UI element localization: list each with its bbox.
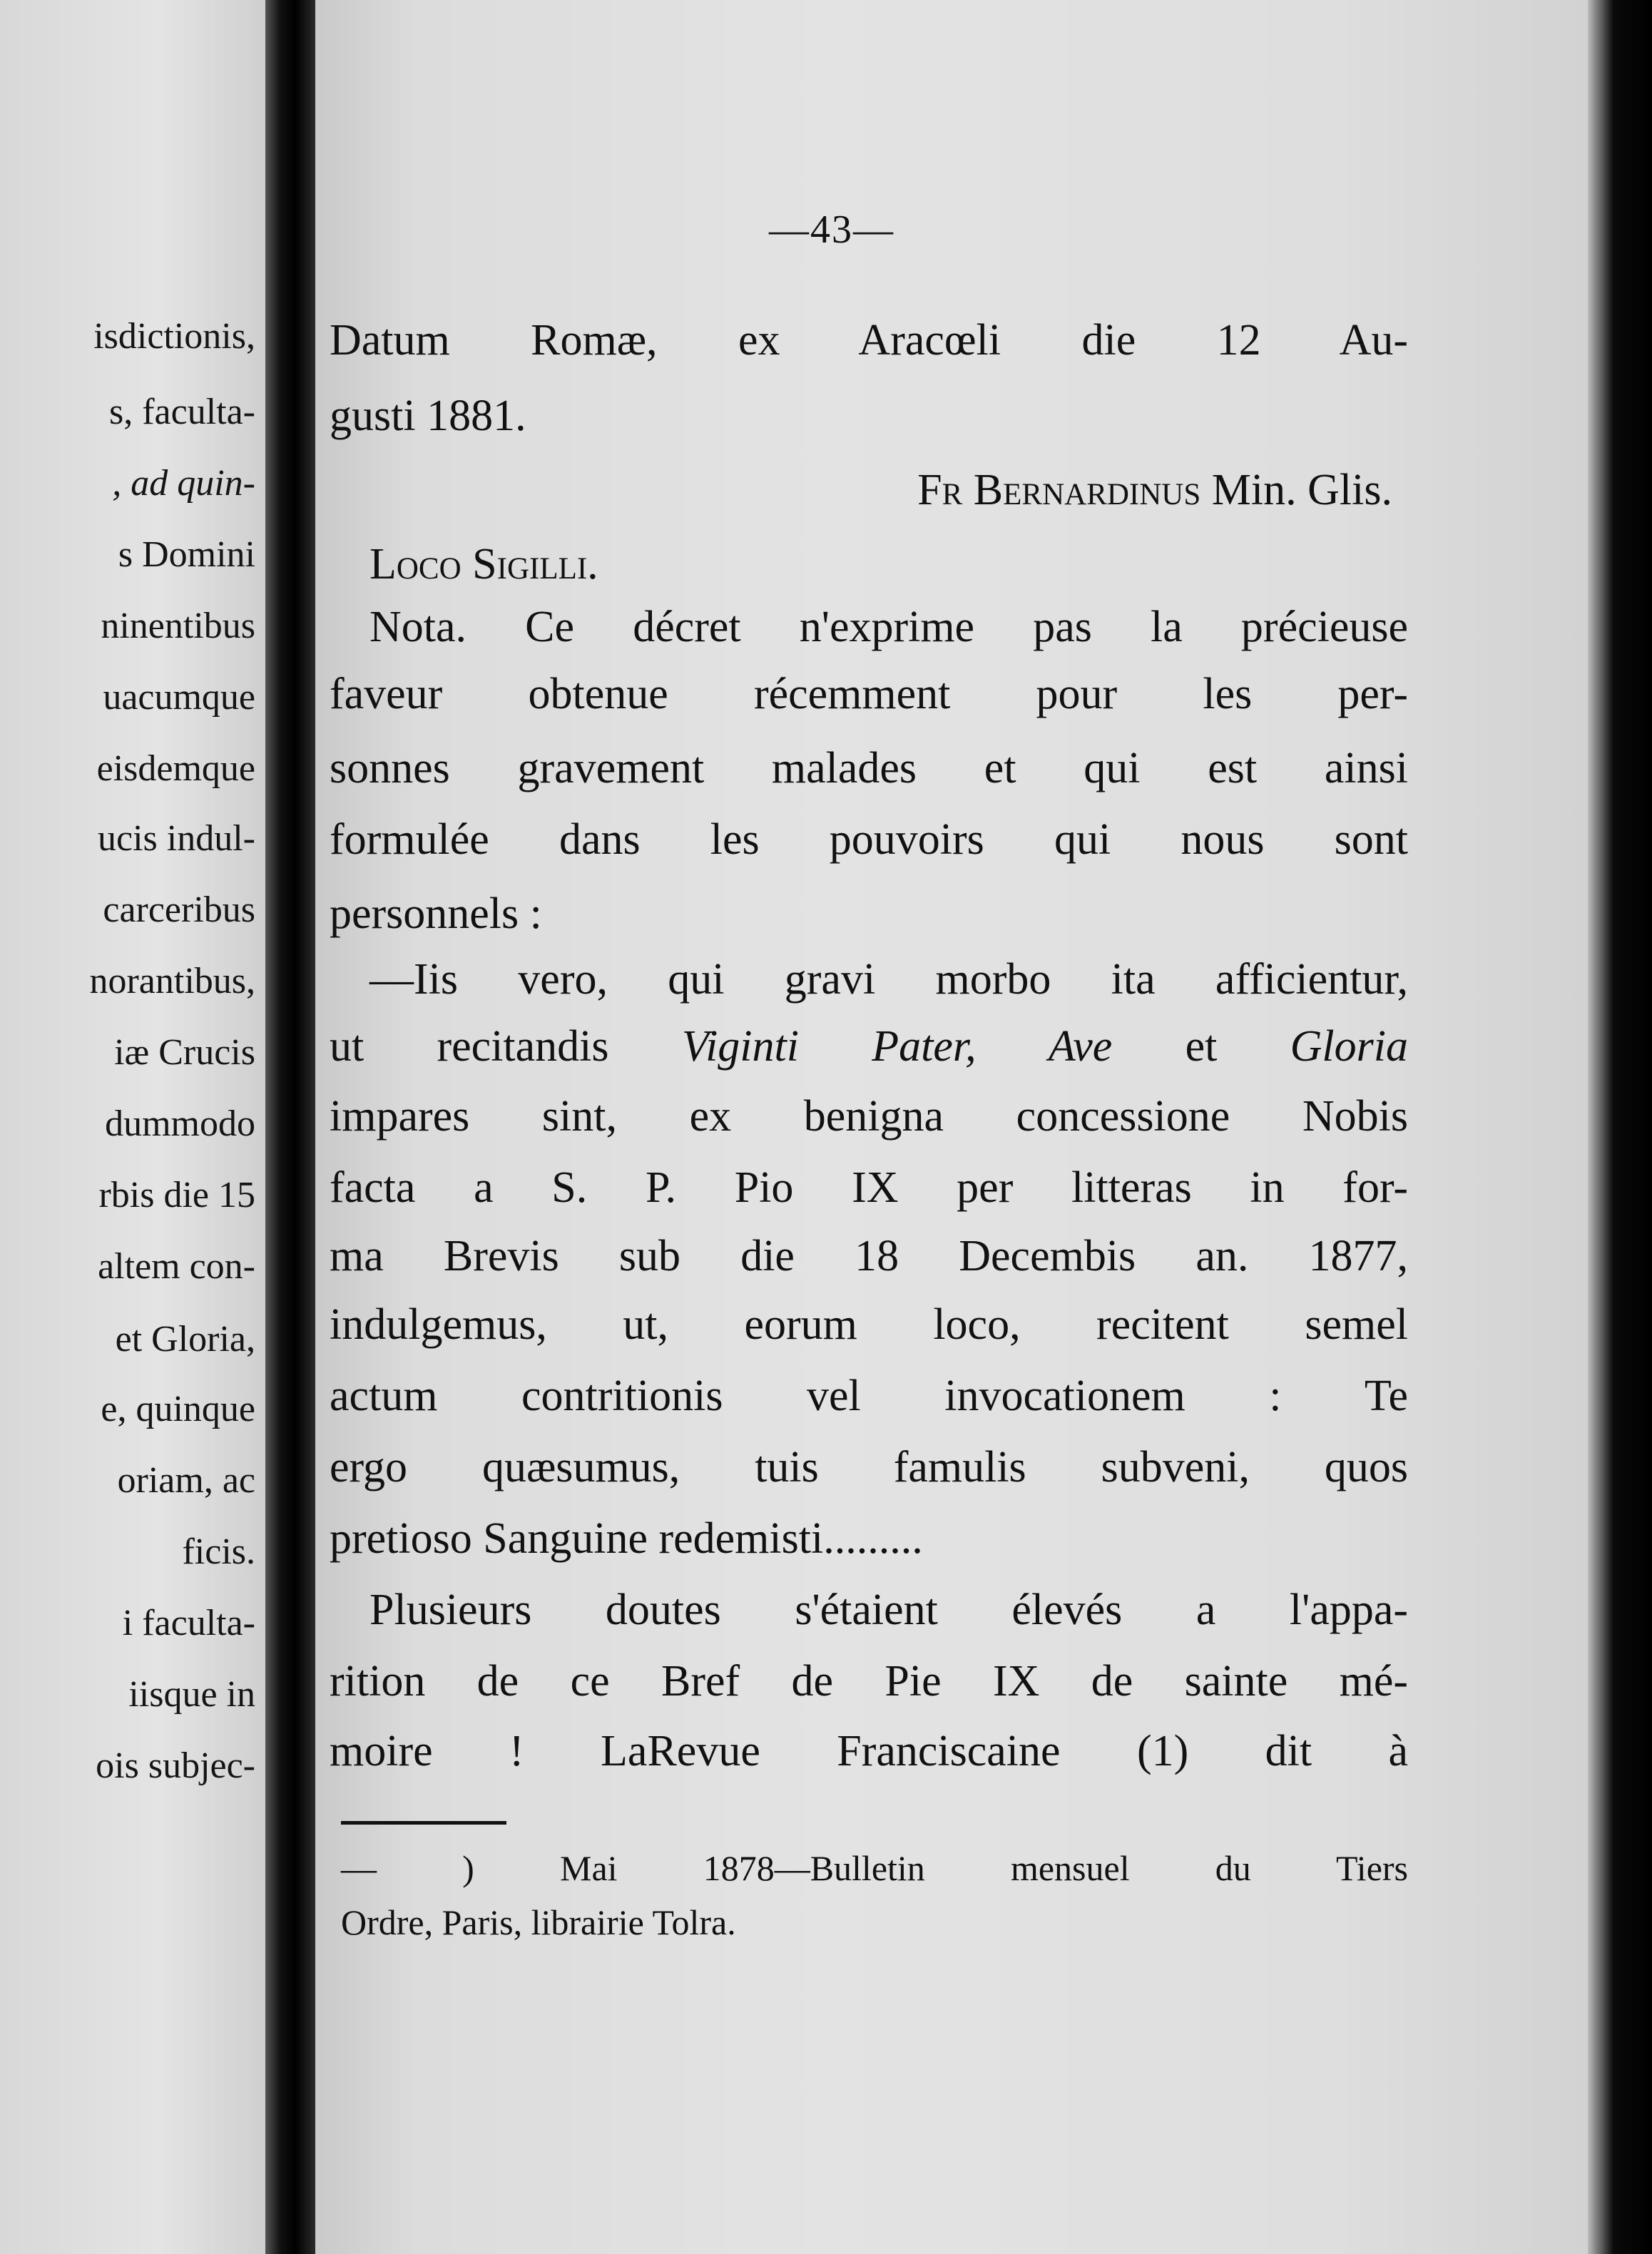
text-line: moire ! LaRevue Franciscaine (1) dit à	[330, 1727, 1408, 1775]
left-page-line: ucis indul-	[98, 818, 255, 859]
page-edge-shadow	[1588, 0, 1652, 2254]
left-page-line: altem con-	[98, 1246, 255, 1287]
left-page-fragment	[0, 0, 265, 2254]
left-page-line: i faculta-	[122, 1603, 255, 1643]
signature	[330, 468, 1392, 512]
page-number: —43—	[769, 208, 894, 252]
left-page-line: iæ Crucis	[114, 1032, 255, 1073]
left-page-line: iisque in	[128, 1674, 255, 1715]
text-line: facta a S. P. Pio IX per litteras in for-	[330, 1163, 1408, 1212]
left-page-line: carceribus	[103, 889, 255, 930]
left-page-line: ois subjec-	[96, 1745, 255, 1786]
left-page-line: norantibus,	[89, 961, 255, 1001]
text-line	[330, 1024, 1408, 1069]
left-page-line: isdictionis,	[93, 316, 255, 357]
text-line: pretioso Sanguine redemisti.........	[330, 1514, 923, 1563]
signature-title: Min. Glis.	[1200, 466, 1392, 514]
text-line: Datum Romæ, ex Aracœli die 12 Au-	[330, 316, 1408, 364]
book-gutter	[265, 0, 315, 2254]
left-page-line: dummodo	[105, 1103, 255, 1144]
text-segment: et	[1112, 1022, 1290, 1071]
left-page-line: s, faculta-	[108, 392, 255, 432]
text-line: indulgemus, ut, eorum loco, recitent semel	[330, 1300, 1408, 1349]
left-page-line: eisdemque	[96, 748, 255, 789]
left-page-line: ficis.	[182, 1531, 255, 1572]
text-line: rition de ce Bref de Pie IX de sainte mé-	[330, 1657, 1408, 1705]
text-line: faveur obtenue récemment pour les per-	[330, 670, 1408, 718]
left-page-line: s Domini	[118, 534, 255, 575]
text-line: personnels :	[330, 889, 542, 938]
text-line: ergo quæsumus, tuis famulis subveni, quos	[330, 1443, 1408, 1491]
footnote-line: Ordre, Paris, librairie Tolra.	[341, 1902, 736, 1942]
footnote-line: — ) Mai 1878—Bulletin mensuel du Tiers	[341, 1848, 1408, 1888]
text-line: —Iis vero, qui gravi morbo ita afficientur,	[369, 955, 1408, 1004]
text-line: ma Brevis sub die 18 Decembis an. 1877,	[330, 1232, 1408, 1280]
text-line: impares sint, ex benigna concessione Nobis	[330, 1092, 1408, 1141]
text-line: Nota. Ce décret n'exprime pas la précieuse	[369, 603, 1408, 651]
left-page-line: e, quinque	[101, 1389, 255, 1429]
signature-name: Fr Bernardinus	[917, 466, 1201, 514]
text-line: actum contritionis vel invocationem : Te	[330, 1372, 1408, 1420]
text-line: gusti 1881.	[330, 392, 526, 440]
footnote-rule	[341, 1821, 506, 1825]
left-page-line: et Gloria,	[115, 1319, 255, 1360]
seal-line: Loco Sigilli.	[369, 540, 598, 588]
left-page-line: oriam, ac	[117, 1460, 255, 1501]
text-line: formulée dans les pouvoirs qui nous sont	[330, 815, 1408, 864]
left-page-line: , ad quin-	[112, 463, 255, 504]
text-segment-italic: Viginti Pater, Ave	[681, 1022, 1113, 1071]
left-page-line: ninentibus	[101, 606, 255, 646]
text-line: sonnes gravement malades et qui est ainsi	[330, 744, 1408, 792]
text-segment-italic: Gloria	[1290, 1022, 1408, 1071]
left-page-line: uacumque	[103, 677, 255, 718]
left-page-line: rbis die 15	[98, 1175, 255, 1215]
text-line: Plusieurs doutes s'étaient élevés a l'appa-	[369, 1586, 1408, 1634]
text-segment: ut recitandis	[330, 1022, 682, 1071]
